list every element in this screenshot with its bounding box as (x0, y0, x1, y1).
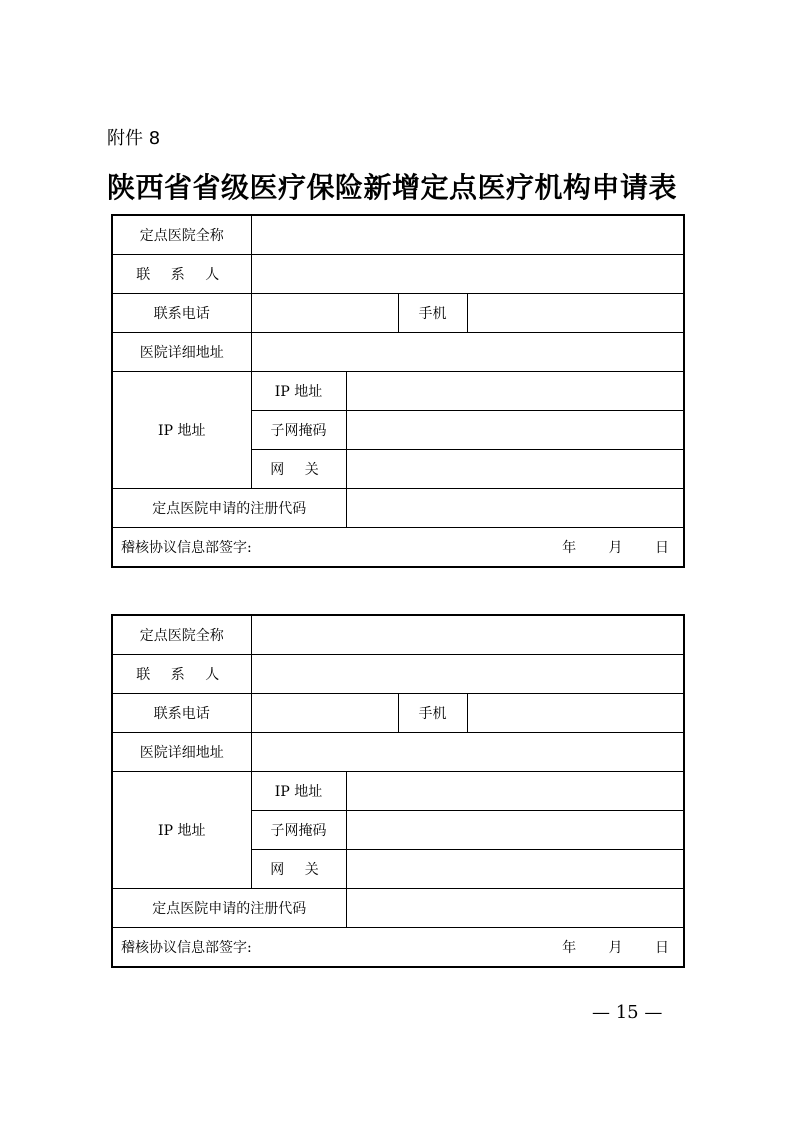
date-fields (534, 937, 669, 957)
subnet-mask-label: 子网掩码 (251, 811, 346, 850)
phone-field[interactable] (251, 294, 398, 333)
signature-row[interactable] (112, 928, 684, 968)
registration-code-field[interactable] (346, 889, 684, 928)
mobile-field[interactable] (467, 294, 684, 333)
registration-code-label: 定点医院申请的注册代码 (112, 889, 346, 928)
signature-label: 稽核协议信息部签字: (121, 540, 252, 556)
subnet-mask-field[interactable] (346, 811, 684, 850)
phone-label: 联系电话 (112, 694, 251, 733)
contact-label: 联 系 人 (112, 255, 251, 294)
mobile-label: 手机 (398, 694, 467, 733)
signature-label: 稽核协议信息部签字: (121, 940, 252, 956)
hospital-name-field[interactable] (251, 615, 684, 655)
subnet-mask-label: 子网掩码 (251, 411, 346, 450)
hospital-name-label: 定点医院全称 (112, 615, 251, 655)
gateway-field[interactable] (346, 850, 684, 889)
hospital-name-field[interactable] (251, 215, 684, 255)
contact-field[interactable] (251, 655, 684, 694)
day-label: 日 (655, 940, 669, 956)
ip-address-label: IP 地址 (251, 372, 346, 411)
ip-group-label: IP 地址 (112, 772, 251, 889)
date-fields (534, 537, 669, 557)
phone-field[interactable] (251, 694, 398, 733)
year-label: 年 (562, 940, 577, 956)
hospital-name-label: 定点医院全称 (112, 215, 251, 255)
signature-row[interactable] (112, 528, 684, 568)
address-label: 医院详细地址 (112, 333, 251, 372)
form-title: 陕西省省级医疗保险新增定点医疗机构申请表 (107, 171, 678, 204)
ip-address-label: IP 地址 (251, 772, 346, 811)
month-label: 月 (608, 940, 623, 956)
ip-group-label: IP 地址 (112, 372, 251, 489)
mobile-field[interactable] (467, 694, 684, 733)
subnet-mask-field[interactable] (346, 411, 684, 450)
application-form-2 (111, 614, 683, 965)
address-label: 医院详细地址 (112, 733, 251, 772)
contact-field[interactable] (251, 255, 684, 294)
application-form-1 (111, 214, 683, 565)
address-field[interactable] (251, 333, 684, 372)
gateway-label: 网 关 (251, 450, 346, 489)
gateway-field[interactable] (346, 450, 684, 489)
phone-label: 联系电话 (112, 294, 251, 333)
day-label: 日 (655, 540, 669, 556)
registration-code-label: 定点医院申请的注册代码 (112, 489, 346, 528)
address-field[interactable] (251, 733, 684, 772)
ip-address-field[interactable] (346, 372, 684, 411)
attachment-label: 附件 8 (107, 128, 161, 149)
month-label: 月 (608, 540, 623, 556)
ip-address-field[interactable] (346, 772, 684, 811)
gateway-label: 网 关 (251, 850, 346, 889)
year-label: 年 (562, 540, 577, 556)
registration-code-field[interactable] (346, 489, 684, 528)
contact-label: 联 系 人 (112, 655, 251, 694)
page-number: — 15 — (592, 1002, 663, 1023)
mobile-label: 手机 (398, 294, 467, 333)
